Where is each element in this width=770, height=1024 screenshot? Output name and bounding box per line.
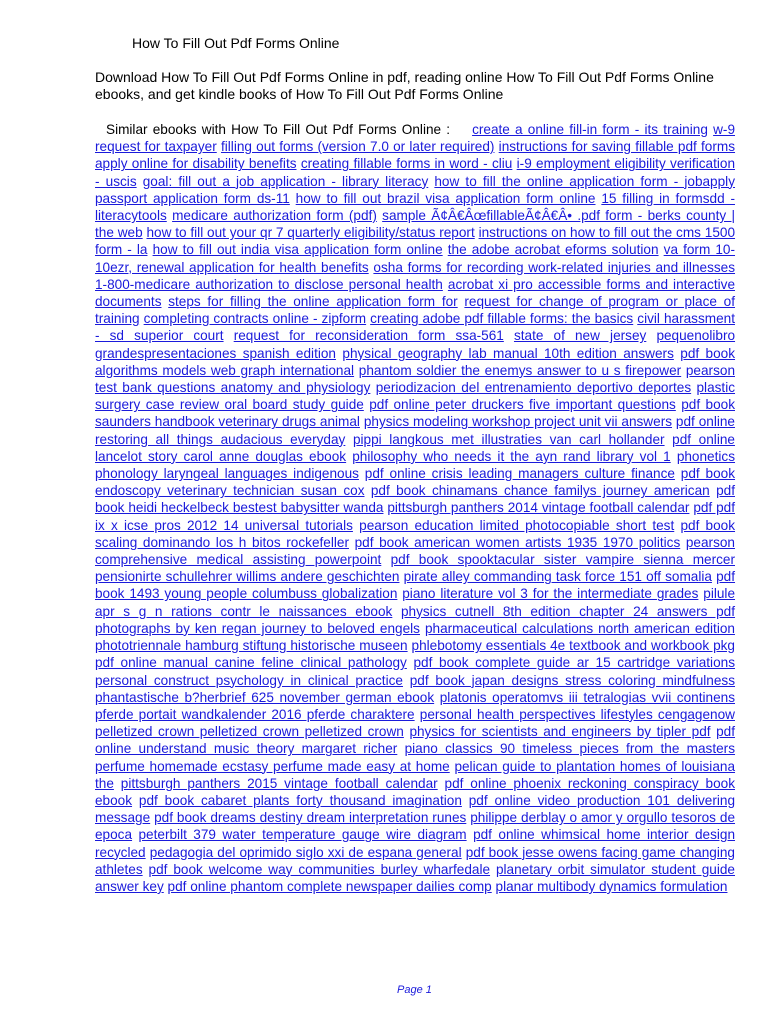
ebook-link[interactable]: philosophy who needs it the ayn rand library vol 1 [352, 448, 671, 464]
ebook-link[interactable]: medicare authorization form (pdf) [172, 208, 377, 224]
ebook-link[interactable]: steps for filling the online application form for [168, 294, 458, 310]
ebook-link[interactable]: pdf online peter druckers five important questions [369, 397, 676, 413]
ebook-link[interactable]: i-9 employment eligibility verification - uscis [95, 156, 736, 189]
ebook-link[interactable]: phlebotomy essentials 4e textbook and workbook pkg [411, 638, 735, 654]
ebook-link[interactable]: philippe derblay o amor y orgullo tesoros de epoca [95, 810, 736, 843]
ebook-link[interactable]: pequenolibro grandespresentaciones spanish edition [95, 328, 736, 361]
ebook-link[interactable]: filling out forms (version 7.0 or later required) [220, 139, 495, 155]
ebook-link[interactable]: pdf book jesse owens facing game changing athletes [95, 844, 735, 877]
ebook-link[interactable]: apply online for disability benefits [95, 156, 297, 172]
similar-ebooks-paragraph [95, 121, 735, 895]
ebook-link[interactable]: planar multibody dynamics formulation [495, 878, 728, 894]
ebook-link[interactable]: phototriennale hamburg stiftung historische museen [95, 638, 408, 654]
ebook-link[interactable]: pdf book spooktacular sister vampire sienna mercer [390, 552, 735, 568]
ebook-link[interactable]: creating fillable forms in word - cliu [300, 156, 513, 172]
ebook-link[interactable]: phantom soldier the enemys answer to u s firepower [358, 362, 682, 378]
ebook-link[interactable]: pilule apr s g n rations contr le naissances ebook [95, 586, 736, 619]
ebook-link[interactable]: planetary orbit simulator student guide answer key [95, 861, 735, 894]
ebook-link[interactable]: acrobat xi pro accessible forms and interactive documents [95, 276, 736, 310]
ebook-link[interactable]: pittsburgh panthers 2014 vintage football calendar [387, 500, 690, 516]
ebook-link[interactable]: phonetics phonology laryngeal languages indigenous [95, 448, 736, 482]
ebook-link[interactable]: pdf online crisis leading managers culture finance [364, 466, 675, 482]
ebook-link[interactable]: pdf online lancelot story carol anne douglas ebook [95, 431, 735, 464]
ebook-link[interactable]: physics cutnell 8th edition chapter 24 answers pdf [400, 603, 735, 619]
ebook-link[interactable]: pedagogia del oprimido siglo xxi de espana general [149, 844, 462, 860]
ebook-link[interactable]: pdf book dreams destiny dream interpretation runes [154, 810, 467, 826]
ebook-link[interactable]: goal: fill out a job application - library literacy [142, 173, 429, 189]
ebook-link[interactable]: va form 10-10ezr, renewal application for health benefits [95, 242, 736, 275]
ebook-link[interactable]: pippi langkous met illustraties van carl hollander [352, 431, 665, 447]
ebook-link[interactable]: pdf book japan designs stress coloring mindfulness [409, 672, 736, 688]
ebook-link[interactable]: pearson comprehensive medical assisting powerpoint [95, 534, 735, 568]
ebook-link[interactable]: physical geography lab manual 10th edition answers [342, 345, 674, 361]
ebook-link[interactable]: the adobe acrobat eforms solution [447, 242, 659, 258]
ebook-link[interactable]: pdf online understand music theory margaret richer [95, 724, 735, 757]
ebook-link[interactable]: create a online fill-in form - its training [472, 122, 708, 137]
ebook-link[interactable]: pdf online phantom complete newspaper dailies comp [167, 878, 492, 894]
ebook-link[interactable]: sample Ã¢Â€ÂœfillableÃ¢Â€Â• .pdf form - berks county | the web [95, 208, 735, 241]
ebook-link[interactable]: completing contracts online - zipform [143, 311, 367, 327]
ebook-link[interactable]: pdf book 1493 young people columbuss globalization [95, 569, 736, 602]
ebook-link[interactable]: how to fill out your qr 7 quarterly eligibility/status report [146, 225, 475, 241]
ebook-link[interactable]: pdf online whimsical home interior design recycled [95, 827, 736, 860]
ebook-link[interactable]: pdf online phoenix reckoning conspiracy book ebook [95, 775, 735, 808]
ebook-link[interactable]: pdf book algorithms models web graph international [95, 345, 736, 378]
ebook-link[interactable]: how to fill out india visa application form online [152, 242, 443, 258]
ebook-link[interactable]: periodizacion del entrenamiento deportivo deportes [375, 380, 692, 396]
ebook-link[interactable]: request for change of program or place of training [95, 294, 735, 327]
intro-paragraph: Download How To Fill Out Pdf Forms Online in pdf, reading online How To Fill Out Pdf Forms Online ebooks, and get kindle books of How To Fill Out Pdf Forms Online [95, 69, 714, 102]
ebook-link[interactable]: pdf book cabaret plants forty thousand imagination [138, 792, 462, 808]
ebook-link[interactable]: instructions on how to fill out the cms 1500 form - la [95, 225, 736, 258]
ebook-link[interactable]: pensionirte schullehrer willims andere geschichten [95, 569, 400, 585]
ebook-link[interactable]: perfume homemade ecstasy perfume made easy at home [95, 758, 450, 774]
ebook-link[interactable]: pearson education limited photocopiable short test [359, 517, 675, 533]
ebook-link[interactable]: physics for scientists and engineers by tipler pdf [409, 724, 711, 740]
ebook-link[interactable]: pdf book heidi heckelbeck bestest babysitter wanda [95, 483, 735, 516]
page-number: Page 1 [397, 984, 432, 996]
ebook-link[interactable]: pdf online video production 101 delivering message [95, 792, 736, 826]
ebook-link[interactable]: pdf book welcome way communities burley wharfedale [148, 861, 491, 877]
ebook-link[interactable]: piano classics 90 timeless pieces from the masters [404, 741, 736, 757]
ebook-link[interactable]: pittsburgh panthers 2015 vintage football calendar [120, 775, 438, 791]
ebook-link[interactable]: pharmaceutical calculations north american edition [424, 620, 735, 636]
ebook-link[interactable]: pdf book complete guide ar 15 cartridge variations [413, 655, 735, 671]
ebook-link[interactable]: phantastische b?herbrief 625 november german ebook [95, 689, 435, 705]
ebook-link[interactable]: peterbilt 379 water temperature gauge wire diagram [138, 827, 467, 843]
ebook-link[interactable]: how to fill out brazil visa application form online [295, 190, 596, 206]
ebook-link[interactable]: pirate alley commanding task force 151 off somalia [403, 569, 712, 585]
ebook-link[interactable]: physics modeling workshop project unit vii answers [363, 414, 673, 430]
ebook-link[interactable]: platonis operatomvs iii tetralogias vvii continens [439, 689, 735, 705]
ebook-link[interactable]: plastic surgery case review oral board study guide [95, 380, 736, 413]
ebook-link[interactable]: how to fill the online application form - jobapply [434, 173, 735, 189]
ebook-link[interactable]: osha forms for recording work-related injuries and illnesses [373, 259, 736, 275]
ebook-link[interactable]: request for reconsideration form ssa-561 [233, 328, 504, 344]
ebook-link[interactable]: creating adobe pdf fillable forms: the basics [370, 311, 634, 327]
ebook-link[interactable]: 1-800-medicare authorization to disclose personal health [95, 276, 443, 292]
ebook-link[interactable]: pelletized crown pelletized crown pelletized crown [95, 724, 404, 740]
ebook-link[interactable]: piano literature vol 3 for the intermediate grades [402, 586, 699, 602]
ebook-link[interactable]: pearson test bank questions anatomy and physiology [95, 362, 735, 396]
link-list [95, 122, 735, 894]
similar-ebooks-label: Similar ebooks with How To Fill Out Pdf Forms Online : [106, 122, 451, 137]
ebook-link[interactable]: pferde portait wandkalender 2016 pferde charaktere [95, 706, 415, 722]
ebook-link[interactable]: state of new jersey [513, 328, 647, 344]
ebook-link[interactable]: pdf online manual canine feline clinical pathology [95, 655, 407, 671]
page-title: How To Fill Out Pdf Forms Online [132, 35, 340, 51]
ebook-link[interactable]: 15 filling in formsdd - literacytools [95, 190, 735, 224]
ebook-link[interactable]: civil harassment - sd superior court [95, 311, 735, 344]
ebook-link[interactable]: pdf online restoring all things audacious everyday [95, 414, 735, 447]
ebook-link[interactable]: pdf pdf ix x icse pros 2012 14 universal tutorials [95, 500, 735, 533]
ebook-link[interactable]: pdf book endoscopy veterinary technician susan cox [95, 466, 736, 499]
ebook-link[interactable]: personal health perspectives lifestyles cengagenow [419, 706, 735, 722]
ebook-link[interactable]: pdf book saunders handbook veterinary drugs animal [95, 397, 735, 430]
ebook-link[interactable]: instructions for saving fillable pdf forms [498, 139, 736, 155]
ebook-link[interactable]: pdf book chinamans chance familys journey american [370, 483, 710, 499]
ebook-link[interactable]: pelican guide to plantation homes of louisiana the [95, 758, 736, 791]
ebook-link[interactable]: w-9 request for taxpayer [95, 122, 735, 155]
ebook-link[interactable]: photographs by ken regan journey to beloved engels [95, 620, 420, 636]
ebook-link[interactable]: pdf book american women artists 1935 1970 politics [354, 534, 681, 550]
ebook-link[interactable]: passport application form ds-11 [95, 190, 290, 206]
ebook-link[interactable]: personal construct psychology in clinical practice [95, 672, 403, 688]
ebook-link[interactable]: pdf book scaling dominando los h bitos rockefeller [95, 517, 736, 550]
